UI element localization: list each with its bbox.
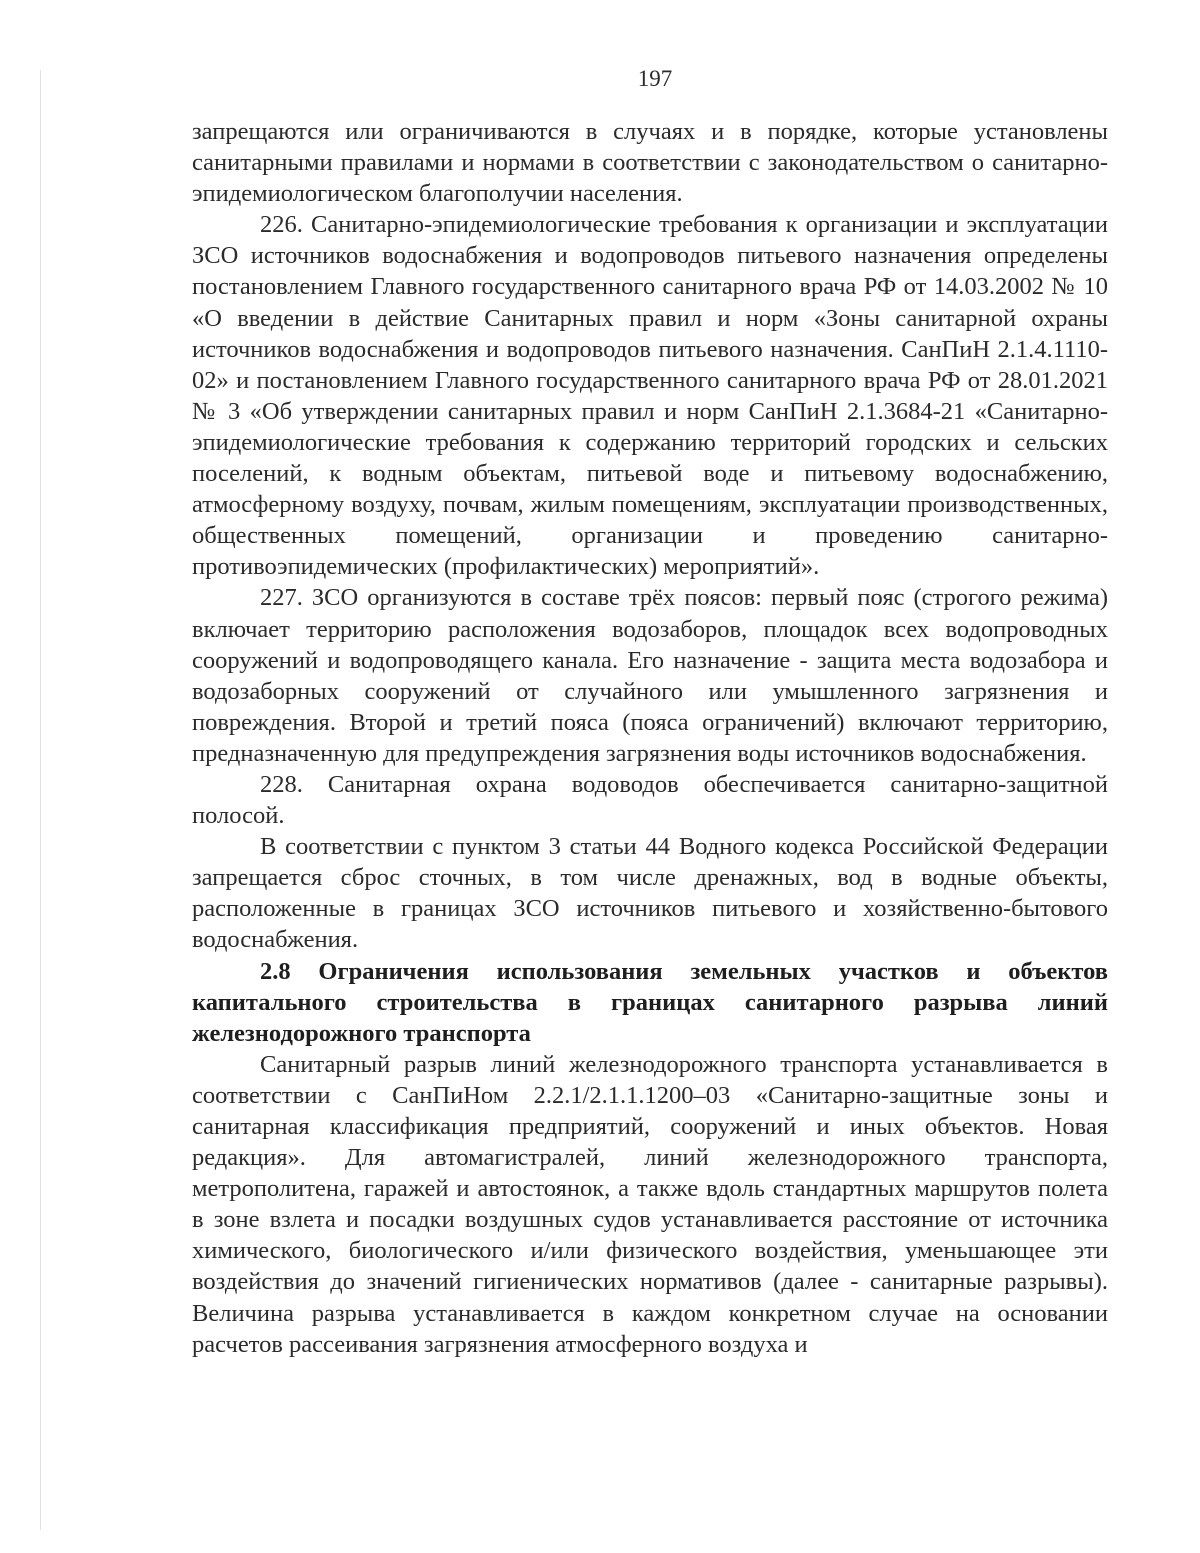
document-body xyxy=(192,116,1108,1360)
paragraph-227: 227. ЗСО организуются в составе трёх поясов: первый пояс (строгого режима) включает территорию расположения водозаборов, площадок всех водопроводных сооружений и водопроводящего канала. Его назначение - защита места водозабора и водозаборных сооружений от случайного или умышленного загрязнения и повреждения. Второй и третий пояса (пояса ограничений) включают территорию, предназначенную для предупреждения загрязнения воды источников водоснабжения. xyxy=(192,584,1108,767)
paragraph-226: 226. Санитарно-эпидемиологические требования к организации и эксплуатации ЗСО источников водоснабжения и водопроводов питьевого назначения определены постановлением Главного государственного санитарного врача РФ от 14.03.2002 № 10 «О введении в действие Санитарных правил и норм «Зоны санитарной охраны источников водоснабжения и водопроводов питьевого назначения. СанПиН 2.1.4.1110-02» и постановлением Главного государственного санитарного врача РФ от 28.01.2021 № 3 «Об утверждении санитарных правил и норм СанПиН 2.1.3684-21 «Санитарно-эпидемиологические требования к содержанию территорий городских и сельских поселений, к водным объектам, питьевой воде и питьевому водоснабжению, атмосферному воздуху, почвам, жилым помещениям, эксплуатации производственных, общественных помещений, организации и проведению санитарно-противоэпидемических (профилактических) мероприятий». xyxy=(192,211,1108,581)
paragraph-228: 228. Санитарная охрана водоводов обеспечивается санитарно-защитной полосой. xyxy=(192,770,1108,830)
scan-edge-line xyxy=(40,70,41,1530)
page-number: 197 xyxy=(637,66,673,91)
paragraph-railway-gap: Санитарный разрыв линий железнодорожного транспорта устанавливается в соответствии с СанПиНом 2.2.1/2.1.1.1200–03 «Санитарно-защитные зоны и санитарная классификация предприятий, сооружений и иных объектов. Новая редакция». Для автомагистралей, линий железнодорожного транспорта, метрополитена, гаражей и автостоянок, а также вдоль стандартных маршрутов полета в зоне взлета и посадки воздушных судов устанавливается расстояние от источника химического, биологического и/или физического воздействия, уменьшающее эти воздействия до значений гигиенических нормативов (далее - санитарные разрывы). Величина разрыва устанавливается в каждом конкретном случае на основании расчетов рассеивания загрязнения атмосферного воздуха и xyxy=(192,1050,1108,1358)
paragraph-water-code: В соответствии с пунктом 3 статьи 44 Водного кодекса Российской Федерации запрещается сброс сточных, в том числе дренажных, вод в водные объекты, расположенные в границах ЗСО источников питьевого и хозяйственно-бытового водоснабжения. xyxy=(192,833,1108,954)
paragraph-continuation: запрещаются или ограничиваются в случаях и в порядке, которые установлены санитарными правилами и нормами в соответствии с законодательством о санитарно-эпидемиологическом благополучии населения. xyxy=(192,118,1108,208)
section-heading-2-8: 2.8 Ограничения использования земельных участков и объектов капитального строительства в границах санитарного разрыва линий железнодорожного транспорта xyxy=(192,957,1108,1047)
